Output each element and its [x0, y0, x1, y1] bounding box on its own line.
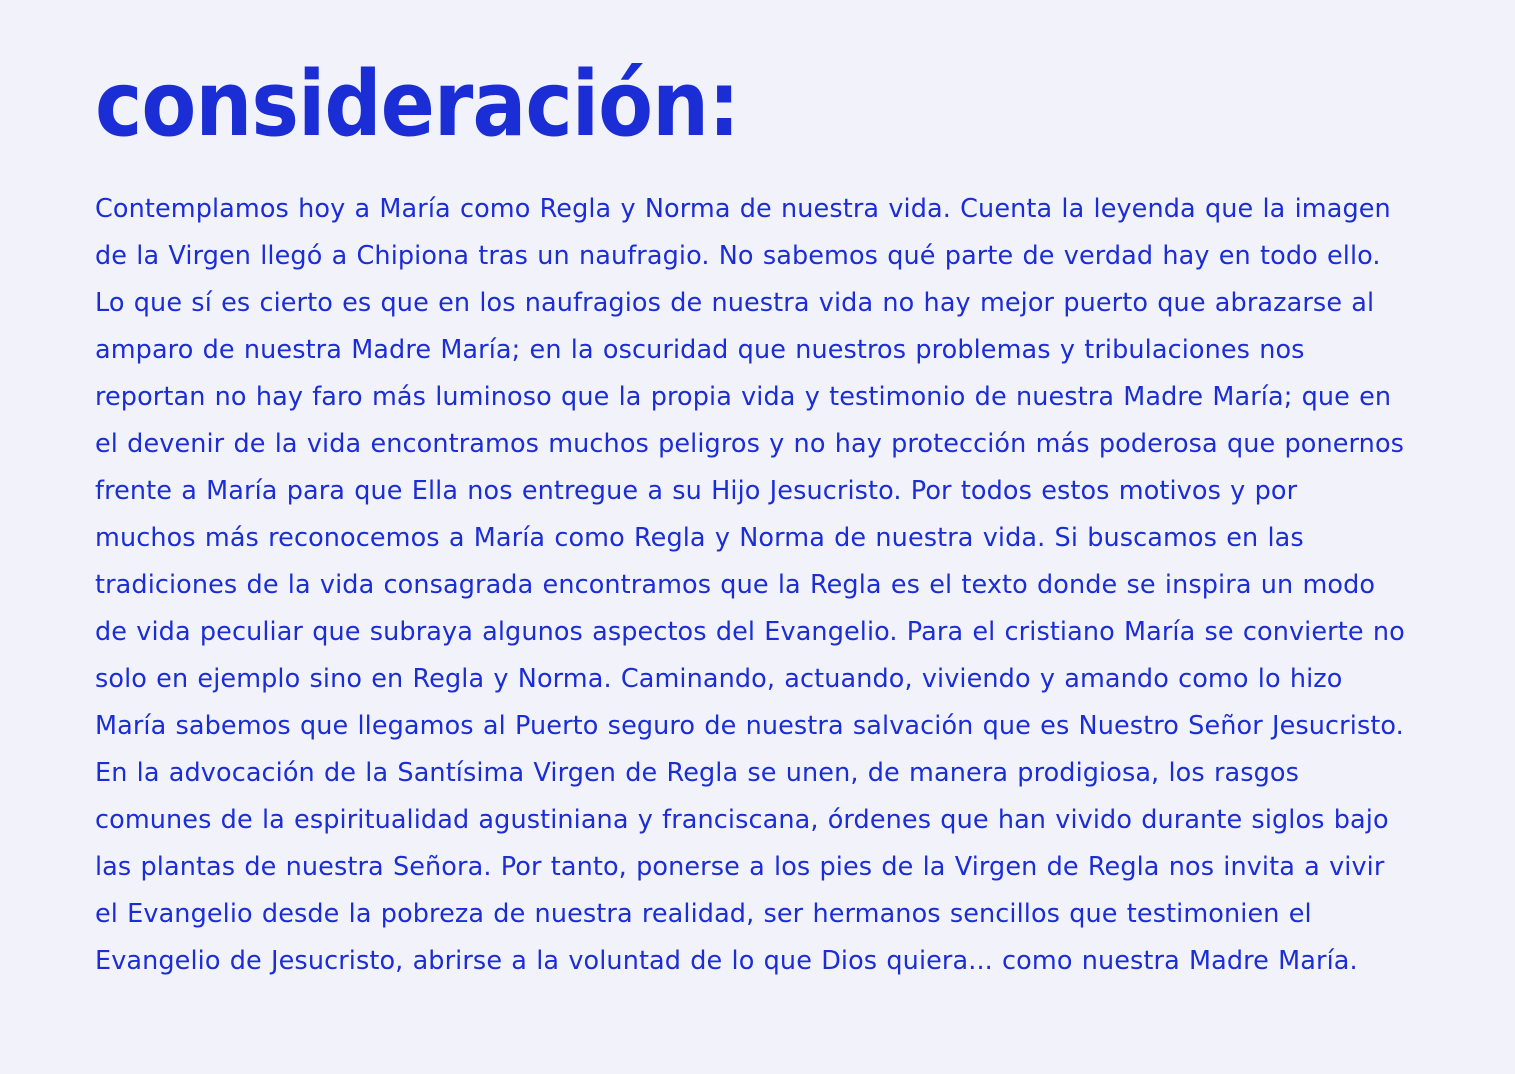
- body-paragraph: Contemplamos hoy a María como Regla y Norma de nuestra vida. Cuenta la leyenda que la imagen de la Virgen llegó a Chipiona tras un naufragio. No sabemos qué parte de verdad hay en todo ello. Lo que sí es cierto es que en los naufragios de nuestra vida no hay mejor puerto que abrazarse al amparo de nuestra Madre María; en la oscuridad que nuestros problemas y tribulaciones nos reportan no hay faro más luminoso que la propia vida y testimonio de nuestra Madre María; que en el devenir de la vida encontramos muchos peligros y no hay protección más poderosa que ponernos frente a María para que Ella nos entregue a su Hijo Jesucristo. Por todos estos motivos y por muchos más reconocemos a María como Regla y Norma de nuestra vida. Si buscamos en las tradiciones de la vida consagrada encontramos que la Regla es el texto donde se inspira un modo de vida peculiar que subraya algunos aspectos del Evangelio. Para el cristiano María se convierte no solo en ejemplo sino en Regla y Norma. Caminando, actuando, viviendo y amando como lo hizo María sabemos que llegamos al Puerto seguro de nuestra salvación que es Nuestro Señor Jesucristo. En la advocación de la Santísima Virgen de Regla se unen, de manera prodigiosa, los rasgos comunes de la espiritualidad agustiniana y franciscana, órdenes que han vivido durante siglos bajo las plantas de nuestra Señora. Por tanto, ponerse a los pies de la Virgen de Regla nos invita a vivir el Evangelio desde la pobreza de nuestra realidad, ser hermanos sencillos que testimonien el Evangelio de Jesucristo, abrirse a la voluntad de lo que Dios quiera... como nuestra Madre María.: [95, 194, 1405, 976]
- page-title: consideración:: [95, 52, 740, 157]
